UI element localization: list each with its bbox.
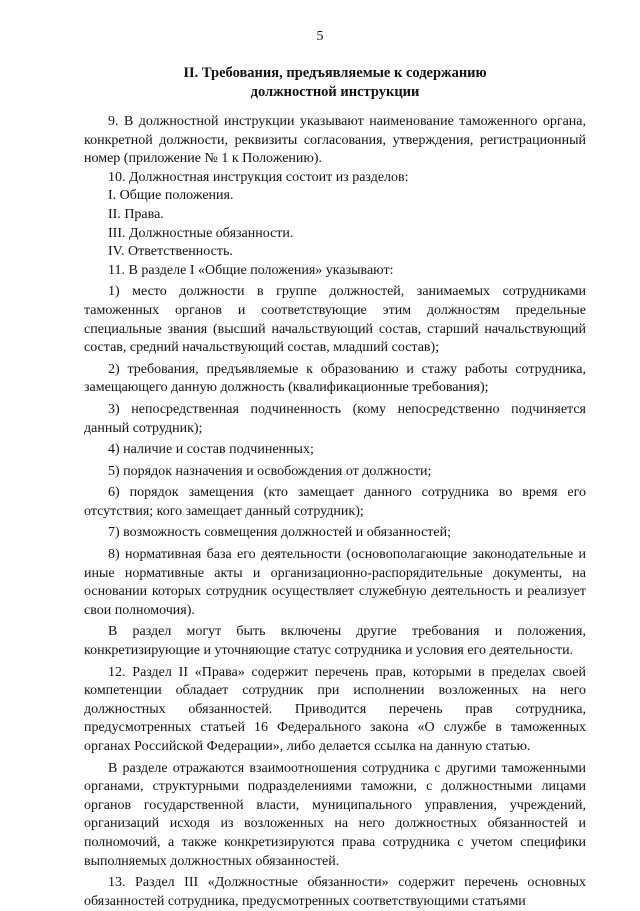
paragraph-11-item-2: 2) требования, предъявляемые к образованию и стажу работы сотрудника, замещающего данную должность (квалификационные требования); xyxy=(84,361,586,396)
paragraph-11-item-5: 5) порядок назначения и освобождения от должности; xyxy=(108,463,432,479)
paragraph-12: 12. Раздел II «Права» содержит перечень прав, которыми в пределах своей компетенции обладает сотрудник при исполнении возложенных на него должностных обязанностей. Приводится перечень прав сотрудника, предусмотренных статьей 16 Федерального закона «О службе в таможенных органах Российской Федерации», либо делается ссылка на данную статью. xyxy=(84,664,586,754)
list-item-section-2: II. Права. xyxy=(108,206,164,222)
paragraph-11-item-1: 1) место должности в группе должностей, занимаемых сотрудниками таможенных органов и соответствующие этим должностям предельные специальные звания (высший начальствующий состав, старший начальствующий состав, средний начальствующий состав, младший состав); xyxy=(84,284,586,356)
paragraph-10: 10. Должностная инструкция состоит из разделов: xyxy=(108,169,409,185)
list-item-section-1: I. Общие положения. xyxy=(108,188,234,204)
paragraph-11-item-4: 4) наличие и состав подчиненных; xyxy=(108,442,314,458)
paragraph-12-note: В разделе отражаются взаимоотношения сотрудника с другими таможенными органами, структурными подразделениями таможни, с должностными лицами органов государственной власти, муниципального управления, учреждений, организаций исходя из возложенных на него должностных обязанностей и полномочий, а также конкретизируются права сотрудника с учетом специфики выполняемых должностных обязанностей. xyxy=(84,760,586,869)
paragraph-13: 13. Раздел III «Должностные обязанности» содержит перечень основных обязанностей сотрудника, предусмотренных соответствующими статьями xyxy=(84,875,586,909)
page-number: 5 xyxy=(316,29,324,44)
paragraph-11: 11. В разделе I «Общие положения» указывают: xyxy=(108,262,394,278)
section-heading xyxy=(84,64,586,102)
section-heading-line-1: II. Требования, предъявляемые к содержанию xyxy=(183,65,487,81)
list-item-section-3: III. Должностные обязанности. xyxy=(108,225,294,241)
section-heading-line-2: должностной инструкции xyxy=(250,84,420,100)
paragraph-11-item-8: 8) нормативная база его деятельности (основополагающие законодательные и иные нормативные акты и организационно-распорядительные документы, на основании которых сотрудник осуществляет служебную деятельность и реализует свои полномочия). xyxy=(84,547,586,618)
paragraph-11-item-7: 7) возможность совмещения должностей и обязанностей; xyxy=(108,525,452,541)
paragraph-11-item-3: 3) непосредственная подчиненность (кому непосредственно подчиняется данный сотрудник); xyxy=(84,401,586,436)
paragraph-11-note: В раздел могут быть включены другие требования и положения, конкретизирующие и уточняющие статус сотрудника и условия его деятельности. xyxy=(84,624,586,659)
list-item-section-4: IV. Ответственность. xyxy=(108,244,233,260)
document-body xyxy=(84,113,586,911)
paragraph-11-item-6: 6) порядок замещения (кто замещает данного сотрудника во время его отсутствия; кого замещает данный сотрудник); xyxy=(84,485,586,519)
paragraph-9: 9. В должностной инструкции указывают наименование таможенного органа, конкретной должности, реквизиты согласования, утверждения, регистрационный номер (приложение № 1 к Положению). xyxy=(84,114,586,167)
